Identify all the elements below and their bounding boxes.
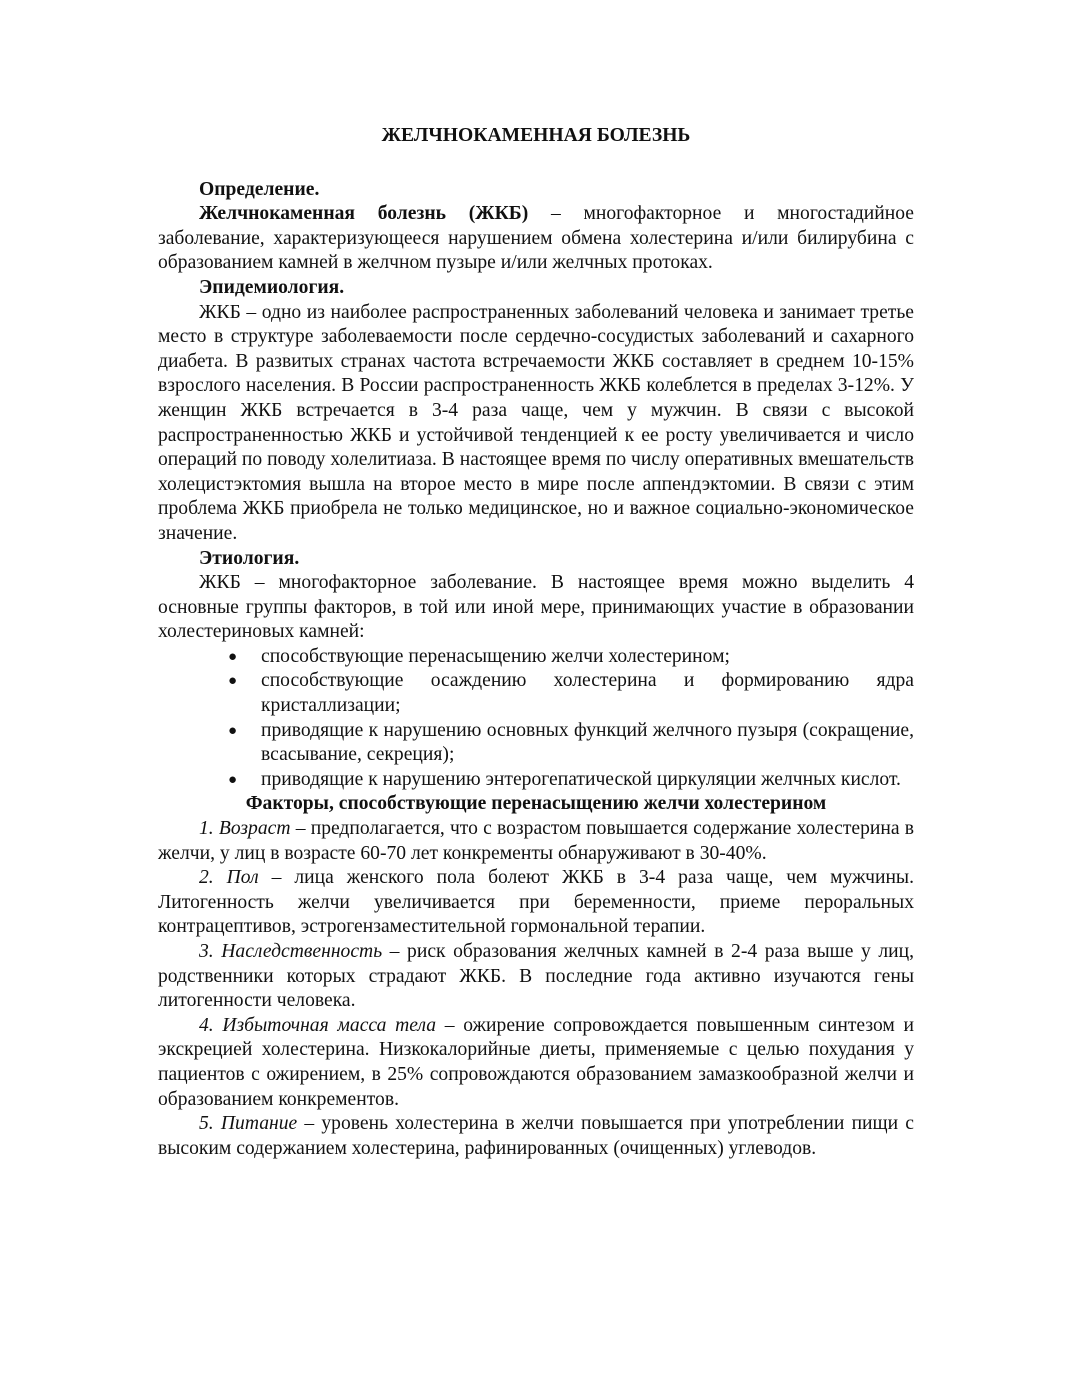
list-item-text: способствующие перенасыщению желчи холестерином;: [261, 645, 730, 667]
list-item: [228, 669, 914, 718]
factor-text: – предполагается, что с возрастом повышается содержание холестерина в желчи, у лиц в возрасте 60-70 лет конкременты обнаруживают в 30-40%.: [158, 818, 914, 864]
epidemiology-paragraph: ЖКБ – одно из наиболее распространенных заболеваний человека и занимает третье место в структуре заболеваемости после сердечно-сосудистых заболеваний и сахарного диабета. В развитых странах частота встречаемости ЖКБ составляет в среднем 10-15% взрослого населения. В России распространенность ЖКБ колеблется в пределах 3-12%. У женщин ЖКБ встречается в 3-4 раза чаще, чем у мужчин. В связи с высокой распространенностью ЖКБ и устойчивой тенденцией к ее росту увеличивается и число операций по поводу холелитиаза. В настоящее время по числу оперативных вмешательств холецистэктомия вышла на второе место в мире после аппендэктомии. В связи с этим проблема ЖКБ приобрела не только медицинское, но и важное социально-экономическое значение.: [158, 301, 914, 544]
epidemiology-heading: Эпидемиология.: [199, 276, 345, 298]
bullet-icon: ●: [228, 673, 238, 690]
etiology-heading: Этиология.: [199, 547, 300, 569]
list-item: [228, 719, 914, 768]
definition-term: Желчнокаменная болезнь (ЖКБ): [199, 203, 529, 225]
bullet-icon: ●: [228, 771, 238, 788]
page-title: ЖЕЛЧНОКАМЕННАЯ БОЛЕЗНЬ: [381, 125, 691, 146]
factor-paragraph: [158, 817, 914, 866]
factor-paragraph: [158, 940, 914, 1014]
factor-text: – ожирение сопровождается повышенным синтезом и экскрецией холестерина. Низкокалорийные диеты, применяемые с целью похудания у пациентов с ожирением, в 25% сопровождаются образованием замазкообразной желчи и образованием конкрементов.: [158, 1014, 914, 1110]
factor-paragraph: [158, 866, 914, 940]
definition-heading: Определение.: [199, 178, 320, 200]
factor-term: 4. Избыточная масса тела: [199, 1014, 437, 1036]
list-item-text: приводящие к нарушению энтерогепатической циркуляции желчных кислот.: [261, 768, 901, 790]
factor-term: 3. Наследственность: [199, 941, 383, 962]
factor-text: – лица женского пола болеют ЖКБ в 3-4 раза чаще, чем мужчины. Литогенность желчи увеличивается при беременности, приеме пероральных контрацептивов, эстрогензаместительной гормональной терапии.: [158, 867, 914, 938]
factor-text: – риск образования желчных камней в 2-4 раза выше у лиц, родственники которых страдают ЖКБ. В последние года активно изучаются гены литогенности человека.: [158, 941, 914, 1012]
factor-term: 5. Питание: [199, 1113, 298, 1135]
list-item-text: способствующие осаждению холестерина и формированию ядра кристаллизации;: [261, 670, 914, 717]
bullet-icon: ●: [228, 648, 238, 665]
list-item: [228, 645, 914, 670]
factor-term: 2. Пол: [199, 867, 259, 889]
list-item-text: приводящие к нарушению основных функций желчного пузыря (сокращение, всасывание, секреция);: [261, 719, 914, 766]
factor-paragraph: [158, 1112, 914, 1161]
etiology-bullet-list: [158, 645, 914, 793]
list-item: [228, 768, 914, 793]
factor-paragraph: [158, 1014, 914, 1112]
factor-term: 1. Возраст: [199, 818, 291, 840]
definition-paragraph: [158, 202, 914, 276]
bullet-icon: ●: [228, 722, 238, 739]
factor-text: – уровень холестерина в желчи повышается при употреблении пищи с высоким содержанием холестерина, рафинированных (очищенных) углеводов.: [158, 1113, 914, 1159]
factors-heading: Факторы, способствующие перенасыщению желчи холестерином: [245, 793, 827, 815]
definition-text: – многофакторное и многостадийное заболевание, характеризующееся нарушением обмена холестерина и/или билирубина с образованием камней в желчном пузыре и/или желчных протоках.: [158, 203, 915, 274]
etiology-paragraph: ЖКБ – многофакторное заболевание. В настоящее время можно выделить 4 основные группы факторов, в той или иной мере, принимающих участие в образовании холестериновых камней:: [158, 572, 914, 643]
